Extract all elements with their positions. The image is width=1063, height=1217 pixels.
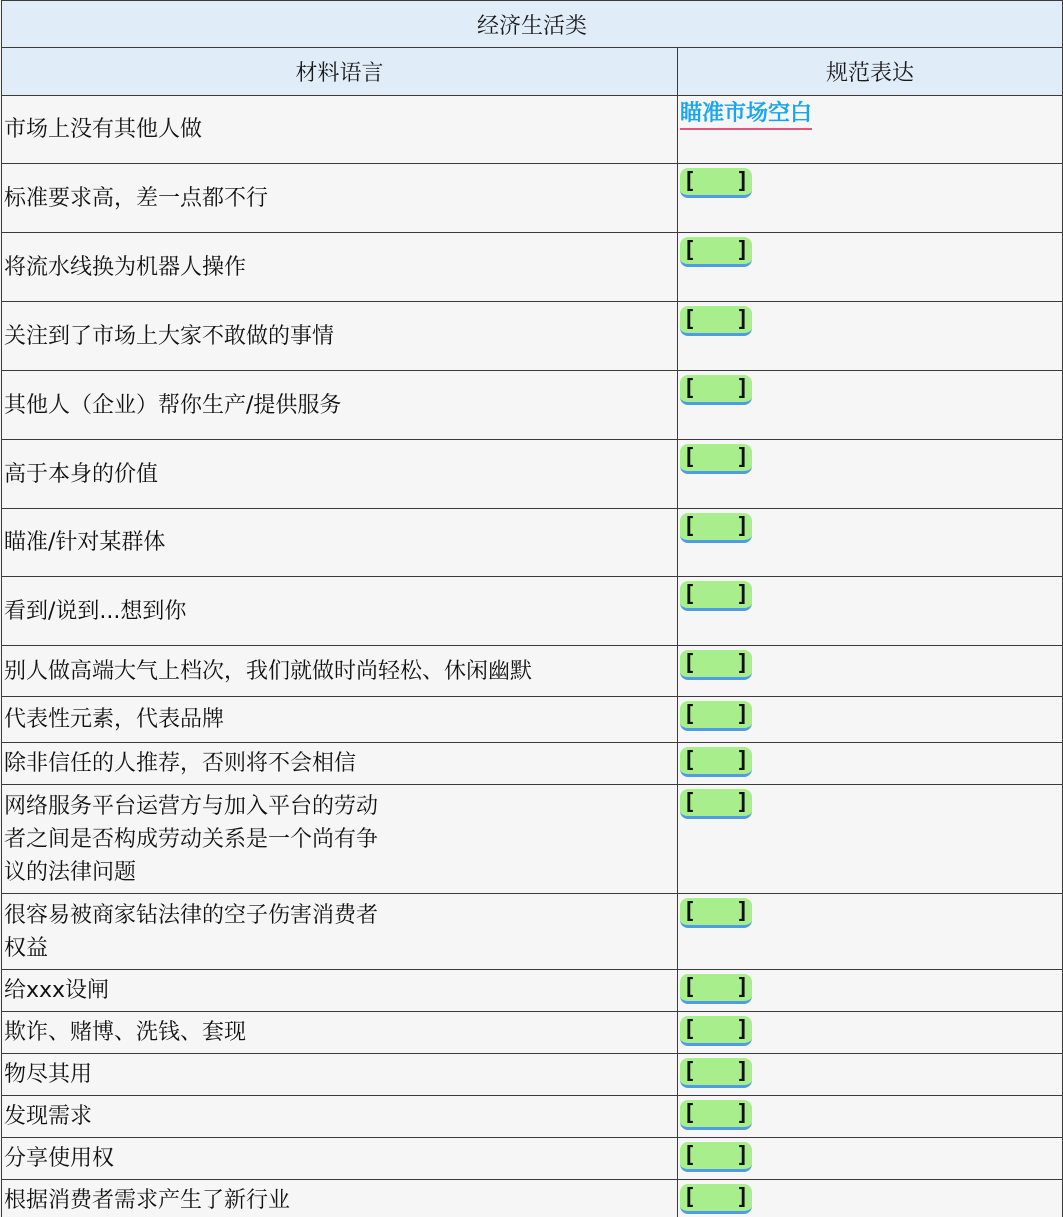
table-row — [2, 371, 1063, 440]
material-cell — [2, 1054, 678, 1096]
table-row — [2, 646, 1063, 697]
material-cell — [2, 233, 678, 302]
material-text: 很容易被商家钻法律的空子伤害消费者 — [4, 902, 379, 928]
table-row — [2, 743, 1063, 785]
material-cell — [2, 1012, 678, 1054]
table-row — [2, 785, 1063, 894]
table-row — [2, 1138, 1063, 1180]
expression-cell — [678, 785, 1063, 894]
expression-cell — [678, 970, 1063, 1012]
expression-cell — [678, 233, 1063, 302]
material-cell — [2, 509, 678, 577]
expression-cell — [678, 743, 1063, 785]
table-row — [2, 1096, 1063, 1138]
table-row — [2, 577, 1063, 646]
material-text: 欺诈、赌博、洗钱、套现 — [4, 1020, 247, 1045]
material-text: 关注到了市场上大家不敢做的事情 — [4, 323, 335, 349]
material-text: 给xxx设闸 — [4, 978, 110, 1003]
expression-cell — [678, 440, 1063, 509]
material-cell — [2, 785, 678, 894]
material-text: 根据消费者需求产生了新行业 — [4, 1188, 291, 1213]
material-text: 高于本身的价值 — [4, 461, 159, 487]
table-row — [2, 1180, 1063, 1217]
table-row — [2, 697, 1063, 743]
material-text: 看到/说到...想到你 — [4, 598, 187, 624]
concept-table — [1, 0, 1063, 1217]
material-cell — [2, 440, 678, 509]
table-row — [2, 302, 1063, 371]
reveal-answer-button[interactable]: [ ] — [680, 168, 752, 198]
material-cell — [2, 371, 678, 440]
expression-cell — [678, 894, 1063, 970]
material-cell — [2, 697, 678, 743]
table-row — [2, 509, 1063, 577]
material-cell — [2, 96, 678, 164]
material-cell — [2, 894, 678, 970]
table-body — [2, 96, 1063, 1217]
material-text: 别人做高端大气上档次，我们就做时尚轻松、休闲幽默 — [4, 658, 533, 684]
material-cell — [2, 1096, 678, 1138]
material-text: 瞄准/针对某群体 — [4, 530, 166, 555]
material-cell — [2, 1180, 678, 1217]
material-text: 议的法律问题 — [4, 859, 137, 885]
expression-cell — [678, 96, 1063, 164]
expression-cell — [678, 577, 1063, 646]
expression-cell — [678, 1180, 1063, 1217]
reveal-answer-button[interactable]: [ ] — [680, 1142, 752, 1172]
material-cell — [2, 743, 678, 785]
material-text: 物尽其用 — [4, 1062, 93, 1087]
table-row — [2, 233, 1063, 302]
reveal-answer-button[interactable]: [ ] — [680, 237, 752, 267]
material-text: 分享使用权 — [4, 1146, 115, 1171]
table-row — [2, 970, 1063, 1012]
material-text: 代表性元素，代表品牌 — [4, 707, 225, 732]
material-cell — [2, 164, 678, 233]
material-text: 权益 — [4, 935, 49, 961]
reveal-answer-button[interactable]: [ ] — [680, 375, 752, 405]
material-text: 除非信任的人推荐，否则将不会相信 — [4, 751, 357, 776]
expression-cell — [678, 371, 1063, 440]
reveal-answer-button[interactable]: [ ] — [680, 444, 752, 474]
material-cell — [2, 970, 678, 1012]
reveal-answer-button[interactable]: [ ] — [680, 650, 752, 680]
material-text: 标准要求高，差一点都不行 — [4, 185, 269, 211]
reveal-answer-button[interactable]: [ ] — [680, 898, 752, 928]
column-header-material: 材料语言 — [2, 48, 678, 96]
reveal-answer-button[interactable]: [ ] — [680, 747, 752, 777]
material-cell — [2, 577, 678, 646]
material-text: 将流水线换为机器人操作 — [4, 254, 247, 280]
reveal-answer-button[interactable]: [ ] — [680, 701, 752, 731]
reveal-answer-button[interactable]: [ ] — [680, 1184, 752, 1214]
expression-cell — [678, 509, 1063, 577]
revealed-answer[interactable]: 瞄准市场空白 — [680, 100, 812, 130]
table-row — [2, 894, 1063, 970]
column-header-expression: 规范表达 — [678, 48, 1063, 96]
table-row — [2, 1012, 1063, 1054]
table-row — [2, 1054, 1063, 1096]
material-cell — [2, 646, 678, 697]
table-row — [2, 96, 1063, 164]
table-caption: 经济生活类 — [2, 1, 1063, 48]
expression-cell — [678, 164, 1063, 233]
material-text: 者之间是否构成劳动关系是一个尚有争 — [4, 826, 379, 852]
material-cell — [2, 302, 678, 371]
table-row — [2, 164, 1063, 233]
material-text: 发现需求 — [4, 1104, 93, 1129]
reveal-answer-button[interactable]: [ ] — [680, 1100, 752, 1130]
expression-cell — [678, 302, 1063, 371]
reveal-answer-button[interactable]: [ ] — [680, 513, 752, 543]
expression-cell — [678, 1096, 1063, 1138]
expression-cell — [678, 1054, 1063, 1096]
reveal-answer-button[interactable]: [ ] — [680, 1058, 752, 1088]
expression-cell — [678, 697, 1063, 743]
reveal-answer-button[interactable]: [ ] — [680, 581, 752, 611]
expression-cell — [678, 1138, 1063, 1180]
reveal-answer-button[interactable]: [ ] — [680, 1016, 752, 1046]
expression-cell — [678, 646, 1063, 697]
reveal-answer-button[interactable]: [ ] — [680, 789, 752, 819]
material-text: 网络服务平台运营方与加入平台的劳动 — [4, 793, 379, 819]
expression-cell — [678, 1012, 1063, 1054]
table-row — [2, 440, 1063, 509]
reveal-answer-button[interactable]: [ ] — [680, 306, 752, 336]
material-text: 市场上没有其他人做 — [4, 117, 203, 142]
material-text: 其他人（企业）帮你生产/提供服务 — [4, 392, 342, 418]
reveal-answer-button[interactable]: [ ] — [680, 974, 752, 1004]
material-cell — [2, 1138, 678, 1180]
